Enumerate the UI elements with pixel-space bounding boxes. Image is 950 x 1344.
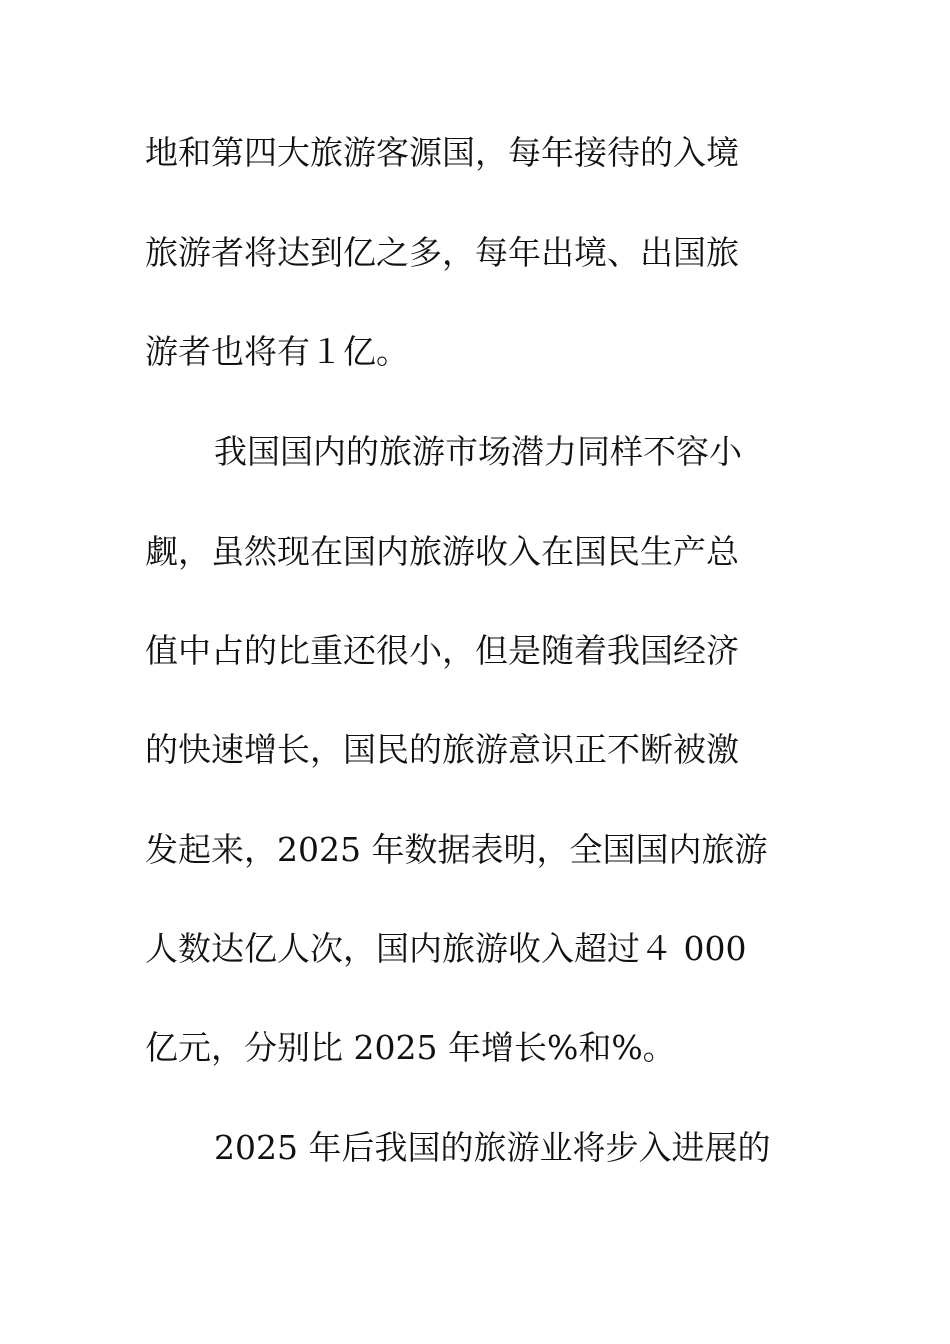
text-line-6: 值中占的比重还很小，但是随着我国经济	[145, 631, 739, 670]
text-line-2: 旅游者将达到亿之多，每年出境、出国旅	[145, 233, 739, 272]
text-line-8: 发起来，2025 年数据表明，全国国内旅游	[145, 830, 768, 869]
text-line-3: 游者也将有１亿。	[145, 332, 409, 371]
paragraph-3-line-1: 2025 年后我国的旅游业将步入进展的	[214, 1128, 771, 1167]
text-line-5: 觑，虽然现在国内旅游收入在国民生产总	[145, 532, 739, 571]
text-line-7: 的快速增长，国民的旅游意识正不断被激	[145, 730, 739, 769]
text-line-1: 地和第四大旅游客源国，每年接待的入境	[145, 133, 739, 172]
text-line-10: 亿元，分别比 2025 年增长%和%。	[145, 1028, 676, 1067]
paragraph-2-line-1: 我国国内的旅游市场潜力同样不容小	[214, 432, 742, 471]
text-line-9: 人数达亿人次，国内旅游收入超过４ 000	[145, 929, 747, 968]
